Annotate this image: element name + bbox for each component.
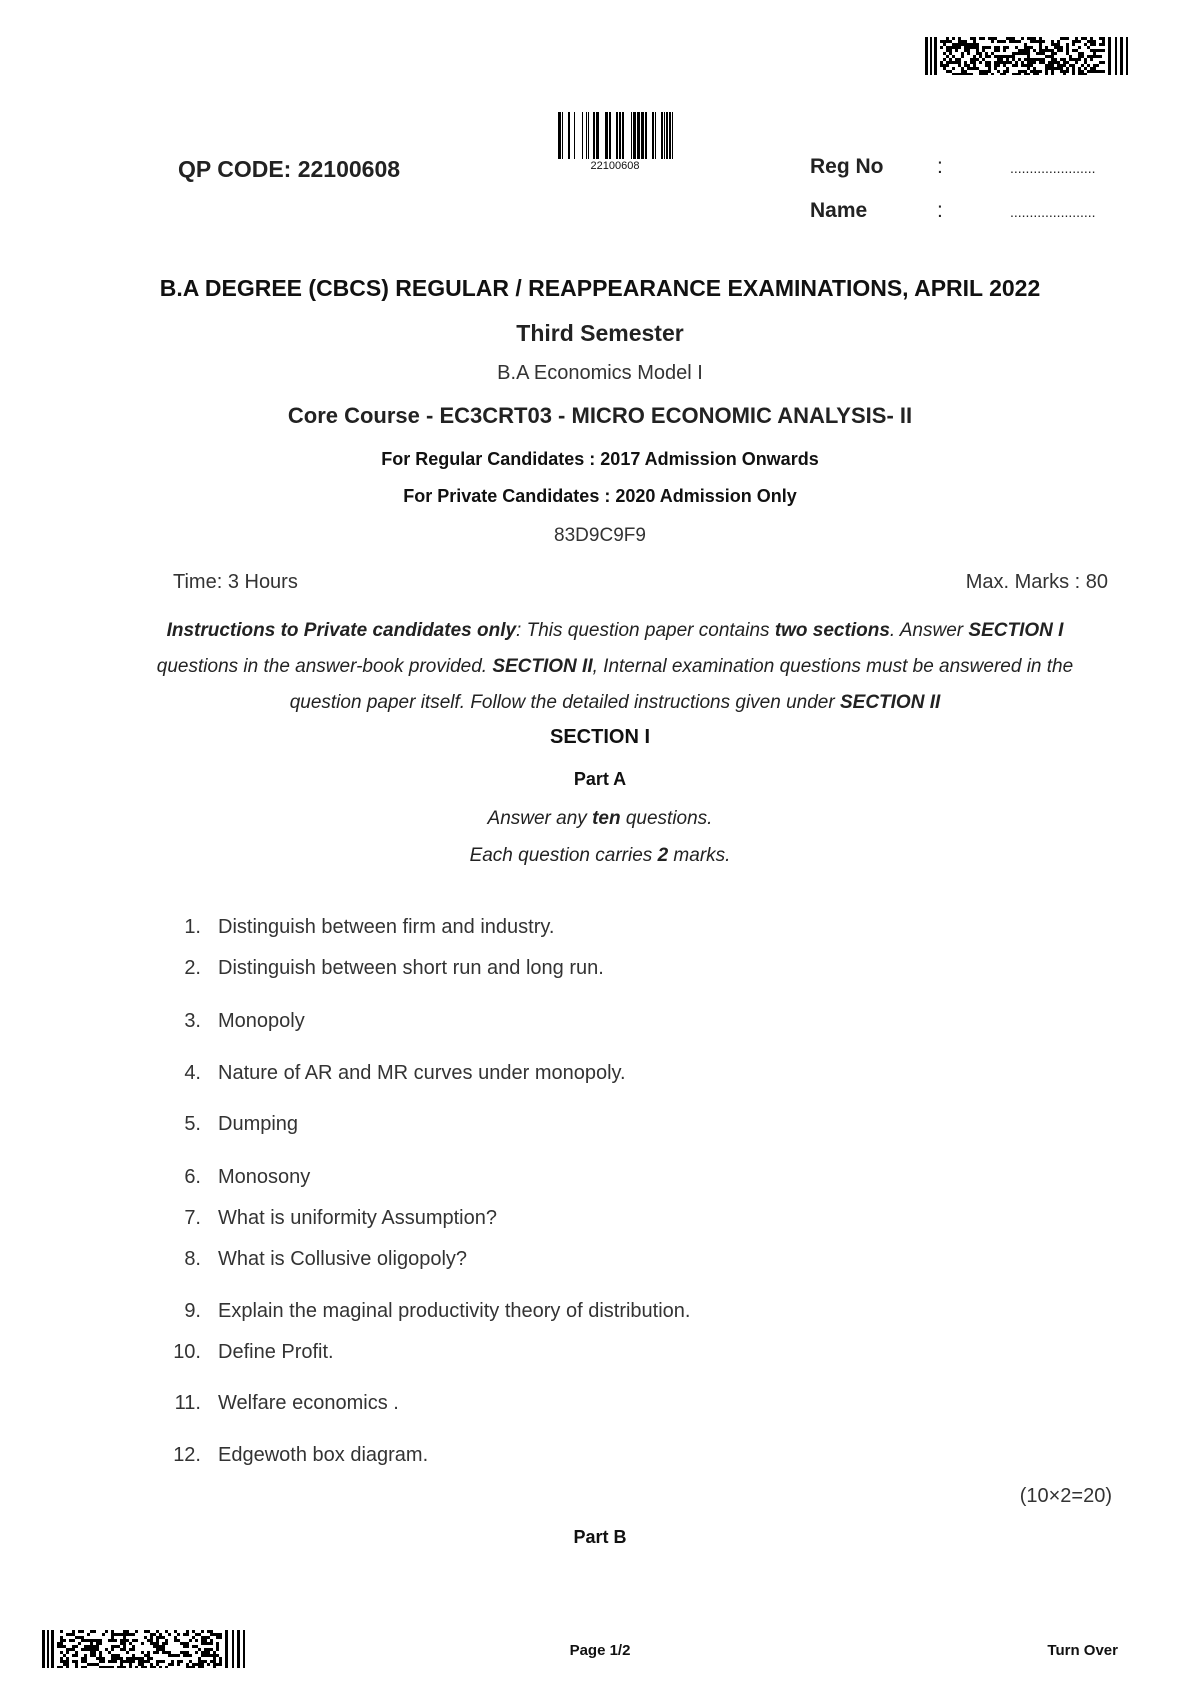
qp-code-barcode [558,112,676,159]
part-b-title: Part B [573,1527,627,1547]
question-text: What is uniformity Assumption? [218,1207,497,1229]
reg-no-colon: : [937,155,943,178]
question-number: 2. [184,957,201,979]
question-number: 7. [184,1207,201,1229]
question-text: Monosony [218,1166,311,1188]
question-text: Welfare economics . [218,1392,399,1414]
instructions-text: . Answer [889,620,969,641]
question-number: 1. [184,916,201,938]
instructions-text: , Internal examination questions must be answered in the question paper itself. Follow the detailed instructions given under [289,656,1074,713]
question-number: 11. [174,1392,201,1414]
marks-text: marks. [668,845,731,866]
answer-text: questions. [620,808,713,829]
question-number: 4. [184,1062,201,1084]
instructions-bold: SECTION I [968,620,1064,641]
question-number: 12. [173,1444,201,1466]
instructions-text: questions in the answer-book provided. [156,656,493,677]
question-text: What is Collusive oligopoly? [218,1248,468,1270]
instructions-bold: SECTION II [839,692,941,713]
marks-instruction [0,845,1200,867]
question-number: 8. [184,1248,201,1270]
question-text: Nature of AR and MR curves under monopoly. [218,1062,626,1084]
name-colon: : [937,199,943,222]
qp-code: QP CODE: 22100608 [178,156,401,182]
instructions-bold: two sections [774,620,890,641]
question-number: 9. [184,1300,201,1322]
course-title: Core Course - EC3CRT03 - MICRO ECONOMIC ANALYSIS- II [287,403,913,428]
instructions-lead: Instructions to Private candidates only [166,620,517,641]
answer-text: Answer any [487,808,593,829]
question-text: Edgewoth box diagram. [218,1444,429,1466]
reg-no-blank: ...................... [1010,160,1096,176]
semester: Third Semester [516,320,684,346]
private-candidates: For Private Candidates : 2020 Admission Only [403,486,797,506]
question-text: Monopoly [218,1010,305,1032]
programme: B.A Economics Model I [497,362,703,384]
exam-title: B.A DEGREE (CBCS) REGULAR / REAPPEARANCE EXAMINATIONS, APRIL 2022 [159,275,1041,301]
page-number: Page 1/2 [569,1642,631,1659]
instructions-text: : This question paper contains [516,620,775,641]
part-a-marks: (10×2=20) [1019,1485,1112,1507]
part-a-title: Part A [573,769,627,789]
question-text: Distinguish between firm and industry. [218,916,555,938]
question-text: Define Profit. [218,1341,334,1363]
marks-count: 2 [657,845,669,866]
regular-candidates: For Regular Candidates : 2017 Admission Onwards [381,449,819,469]
question-number: 5. [184,1113,201,1135]
answer-instruction [0,808,1200,830]
answer-count: ten [592,808,621,829]
question-text: Explain the maginal productivity theory of distribution. [218,1300,691,1322]
question-number: 6. [184,1166,201,1188]
question-text: Dumping [218,1113,299,1135]
instructions-bold: SECTION II [492,656,593,677]
name-blank: ...................... [1010,204,1096,220]
question-number: 10. [173,1341,201,1363]
exam-time: Time: 3 Hours [173,571,298,593]
turn-over: Turn Over [1047,1642,1118,1659]
question-text: Distinguish between short run and long run. [218,957,604,979]
private-instructions [130,613,1100,721]
barcode-number: 22100608 [590,160,640,172]
marks-text: Each question carries [469,845,658,866]
max-marks: Max. Marks : 80 [965,571,1108,593]
reg-no-label: Reg No [810,155,884,178]
top-right-2d-barcode [925,37,1130,75]
section-title: SECTION I [549,726,650,748]
name-label: Name [810,199,868,222]
question-number: 3. [184,1010,201,1032]
paper-code: 83D9C9F9 [554,525,646,546]
